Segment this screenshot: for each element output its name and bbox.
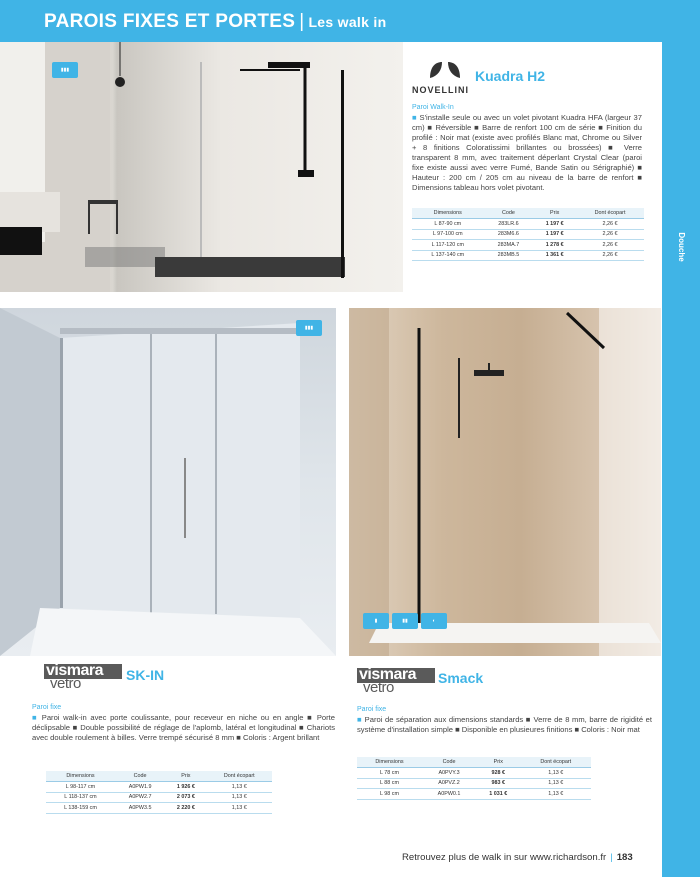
bathroom-illustration bbox=[0, 42, 403, 292]
price-table-kuadra bbox=[412, 208, 644, 261]
product-description bbox=[357, 715, 652, 735]
cell-price: 2 220 € bbox=[165, 803, 206, 814]
footer-separator: | bbox=[610, 852, 613, 863]
col-code: Code bbox=[484, 208, 534, 219]
col-price: Prix bbox=[165, 771, 206, 782]
col-dimensions: Dimensions bbox=[357, 757, 422, 768]
cell-ecopart: 1,13 € bbox=[521, 789, 591, 800]
cell-ecopart: 1,13 € bbox=[207, 792, 272, 803]
cell-dimensions: L 98-117 cm bbox=[46, 782, 115, 793]
cell-ecopart: 1,13 € bbox=[521, 768, 591, 779]
product-category: Paroi fixe bbox=[357, 706, 387, 713]
bullet-icon: ■ bbox=[32, 713, 42, 722]
description-text: S'installe seule ou avec un volet pivotant Kuadra HFA (largeur 37 cm) ■ Réversible ■ Barre de renfort 100 cm de série ■ Finition du profilé : Noir mat (existe avec profilés Blanc mat, Chrome ou Silver + 8 finitions Coloratissimi brillantes ou brossées) ■ Verre transparent 8 mm, avec traitement déperlant Crystal Clear (paroi fixe existe aussi avec verre Fumé, Bande Satin ou Sérigraphié) ■ Hauteur : 200 cm / 205 cm au niveau de la barre de renfort ■ Dimensions tableau hors volet pivotant. bbox=[412, 113, 642, 192]
cell-price: 2 073 € bbox=[165, 792, 206, 803]
cell-dimensions: L 137-140 cm bbox=[412, 250, 484, 261]
cell-ecopart: 2,26 € bbox=[576, 240, 644, 251]
table-row bbox=[46, 803, 272, 814]
cell-dimensions: L 78 cm bbox=[357, 768, 422, 779]
cell-code: A0PW3.5 bbox=[115, 803, 165, 814]
cell-price: 1 197 € bbox=[533, 229, 576, 240]
table-header-row bbox=[412, 208, 644, 219]
cell-ecopart: 1,13 € bbox=[521, 778, 591, 789]
cell-price: 928 € bbox=[476, 768, 520, 779]
cell-code: A0PW0.1 bbox=[422, 789, 476, 800]
product-title-sk-in: SK-IN bbox=[126, 667, 165, 683]
cell-code: A0PVZ.2 bbox=[422, 778, 476, 789]
vismara-logo bbox=[44, 664, 122, 692]
cell-price: 1 361 € bbox=[533, 250, 576, 261]
vismara-logo bbox=[357, 668, 435, 696]
col-ecopart: Dont écopart bbox=[207, 771, 272, 782]
logo-line1: vismara bbox=[359, 666, 416, 683]
cell-dimensions: L 138-159 cm bbox=[46, 803, 115, 814]
badge-icon: ▮▮▮ bbox=[296, 320, 322, 336]
cell-dimensions: L 118-137 cm bbox=[46, 792, 115, 803]
logo-line2: vetro bbox=[363, 679, 394, 696]
product-category: Paroi fixe bbox=[32, 704, 62, 711]
cell-code: 283MA.7 bbox=[484, 240, 534, 251]
col-price: Prix bbox=[476, 757, 520, 768]
cell-code: A0PVY.3 bbox=[422, 768, 476, 779]
cell-code: A0PW1.9 bbox=[115, 782, 165, 793]
bullet-icon: ■ bbox=[357, 715, 365, 724]
side-tab bbox=[662, 42, 700, 877]
side-tab-label: Douche bbox=[677, 232, 686, 262]
cell-dimensions: L 88 cm bbox=[357, 778, 422, 789]
product-description bbox=[412, 113, 642, 193]
product-category: Paroi Walk-In bbox=[412, 104, 454, 111]
table-row bbox=[357, 768, 591, 779]
table-row bbox=[46, 792, 272, 803]
product-title-kuadra: Kuadra H2 bbox=[475, 68, 546, 84]
cell-price: 1 926 € bbox=[165, 782, 206, 793]
price-table-sk-in bbox=[46, 771, 272, 814]
price-table-smack bbox=[357, 757, 591, 800]
cell-price: 1 278 € bbox=[533, 240, 576, 251]
kuadra-h2-photo bbox=[0, 42, 403, 292]
table-row bbox=[412, 229, 644, 240]
logo-line1: vismara bbox=[46, 662, 103, 679]
col-dimensions: Dimensions bbox=[412, 208, 484, 219]
cell-ecopart: 1,13 € bbox=[207, 782, 272, 793]
feature-badges bbox=[363, 613, 447, 629]
cell-price: 983 € bbox=[476, 778, 520, 789]
badge-icon: ◐ bbox=[421, 613, 447, 629]
cell-ecopart: 2,26 € bbox=[576, 250, 644, 261]
smack-photo bbox=[349, 308, 661, 656]
table-row bbox=[412, 240, 644, 251]
col-price: Prix bbox=[533, 208, 576, 219]
sk-in-photo bbox=[0, 308, 336, 656]
cell-code: 283M6.6 bbox=[484, 229, 534, 240]
feature-badges bbox=[52, 62, 78, 78]
cell-price: 1 031 € bbox=[476, 789, 520, 800]
cell-code: 283LR.6 bbox=[484, 219, 534, 230]
col-code: Code bbox=[115, 771, 165, 782]
shower-illustration bbox=[0, 308, 336, 656]
cell-dimensions: L 117-120 cm bbox=[412, 240, 484, 251]
badge-icon: ▮ bbox=[363, 613, 389, 629]
feature-badges bbox=[296, 320, 322, 336]
cell-ecopart: 2,26 € bbox=[576, 219, 644, 230]
cell-price: 1 197 € bbox=[533, 219, 576, 230]
title-separator: | bbox=[299, 11, 305, 32]
shower-illustration bbox=[349, 308, 661, 656]
table-row bbox=[46, 782, 272, 793]
badge-icon: ▮▮ bbox=[392, 613, 418, 629]
cell-ecopart: 2,26 € bbox=[576, 229, 644, 240]
table-header-row bbox=[357, 757, 591, 768]
col-ecopart: Dont écopart bbox=[576, 208, 644, 219]
cell-dimensions: L 98 cm bbox=[357, 789, 422, 800]
page-number: 183 bbox=[616, 852, 633, 863]
logo-line2: vetro bbox=[50, 675, 81, 692]
table-row bbox=[412, 219, 644, 230]
col-ecopart: Dont écopart bbox=[521, 757, 591, 768]
description-text: Paroi de séparation aux dimensions standards ■ Verre de 8 mm, barre de rigidité et système d'installation simple ■ Disponible en plusieures finitions ■ Coloris : Noir mat bbox=[357, 715, 652, 734]
cell-dimensions: L 97-100 cm bbox=[412, 229, 484, 240]
badge-icon: ▮▮▮ bbox=[52, 62, 78, 78]
col-dimensions: Dimensions bbox=[46, 771, 115, 782]
table-header-row bbox=[46, 771, 272, 782]
brand-name-novellini: NOVELLINI bbox=[412, 85, 470, 95]
footer-text: Retrouvez plus de walk in sur www.richardson.fr bbox=[402, 852, 607, 863]
section-subtitle: Les walk in bbox=[308, 14, 387, 30]
cell-dimensions: L 87-90 cm bbox=[412, 219, 484, 230]
product-description bbox=[32, 713, 335, 743]
cell-code: A0PW2.7 bbox=[115, 792, 165, 803]
section-title: PAROIS FIXES ET PORTES bbox=[44, 11, 296, 32]
page-title bbox=[44, 11, 386, 33]
product-title-smack: Smack bbox=[438, 670, 484, 686]
table-row bbox=[357, 778, 591, 789]
cell-code: 283MB.5 bbox=[484, 250, 534, 261]
novellini-logo bbox=[428, 60, 462, 80]
table-row bbox=[412, 250, 644, 261]
bullet-icon: ■ bbox=[412, 113, 420, 122]
header-band bbox=[0, 0, 700, 42]
page-footer bbox=[402, 852, 633, 863]
cell-ecopart: 1,13 € bbox=[207, 803, 272, 814]
table-row bbox=[357, 789, 591, 800]
description-text: Paroi walk-in avec porte coulissante, pour receveur en niche ou en angle ■ Porte déclipsable ■ Double possibilité de réglage de l'aplomb, latéral et longitudinal ■ Chariots avec double roulement à billes. Verre trempé sécurisé 8 mm ■ Coloris : Argent brillant bbox=[32, 713, 335, 742]
col-code: Code bbox=[422, 757, 476, 768]
